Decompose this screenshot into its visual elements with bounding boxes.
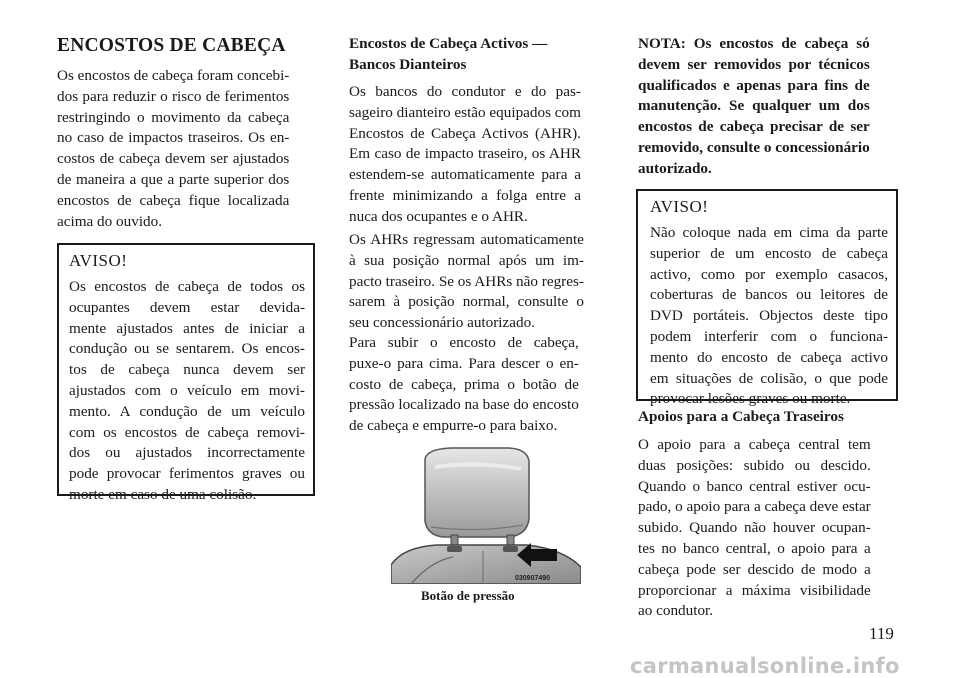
text-line: costos de cabeça devem ser ajustados <box>57 150 290 168</box>
paragraph <box>349 82 581 228</box>
text-line: costo de cabeça, prima o botão de <box>349 375 579 393</box>
section-title: ENCOSTOS DE CABEÇA <box>57 35 286 56</box>
text-line: podem interferir com o funciona- <box>650 327 888 345</box>
text-line: pressão localizado na base do encosto <box>349 396 579 414</box>
text-line: DVD portáteis. Objectos deste tipo <box>650 307 888 325</box>
warning-text <box>650 223 888 410</box>
paragraph <box>349 230 584 334</box>
text-line: acima do ouvido. <box>57 212 163 230</box>
text-line: seu concessionário autorizado. <box>349 314 535 332</box>
text-line: encostos de cabeça precisar de ser <box>638 118 870 136</box>
paragraph <box>638 435 871 622</box>
text-line: Para subir o encosto de cabeça, <box>349 334 579 351</box>
text-line: ajustados com o veículo em movi- <box>69 381 305 399</box>
text-line: com os encostos de cabeça removi- <box>69 423 305 441</box>
text-line: dos ou ajustados incorrectamente <box>69 444 305 462</box>
text-line: mento. A condução de um veículo <box>69 402 305 420</box>
note-paragraph <box>638 34 870 180</box>
text-line: no caso de impactos traseiros. Os en- <box>57 129 290 147</box>
text-line: Os AHRs regressam automaticamente <box>349 231 584 248</box>
text-line: morte em caso de uma colisão. <box>69 485 257 503</box>
text-line: dos para reduzir o risco de ferimentos <box>57 87 290 105</box>
text-line: activo, como por exemplo casacos, <box>650 265 888 283</box>
text-line: manutenção. Se qualquer um dos <box>638 97 870 115</box>
text-line: ocupantes devem estar devida- <box>69 298 305 316</box>
text-line: cabeça pode ser descido de modo a <box>638 560 871 578</box>
text-line: pado, o apoio para a cabeça deve estar <box>638 498 871 516</box>
text-line: qualificados e apenas para fins de <box>638 76 870 94</box>
text-line: autorizado. <box>638 159 712 177</box>
text-line: em situações de colisão, o que pode <box>650 369 888 387</box>
subsection-title <box>638 407 844 428</box>
text-line: coberturas de bancos ou leitores de <box>650 286 888 304</box>
text-line: mento do encosto de cabeça activo <box>650 348 888 366</box>
subsection-title <box>349 34 547 76</box>
text-line: NOTA: Os encostos de cabeça só <box>638 35 870 52</box>
warning-box <box>57 243 315 503</box>
text-line: sageiro dianteiro estão equipados com <box>349 103 581 121</box>
text-line: removido, consulte o concessionário <box>638 138 870 156</box>
paragraph <box>349 333 579 437</box>
text-line: devem ser removidos por técnicos <box>638 55 870 73</box>
text-line: Em caso de impacto traseiro, os AHR <box>349 145 581 163</box>
text-line: Os encostos de cabeça foram concebi- <box>57 67 290 84</box>
text-line: proporcionar a máxima visibilidade <box>638 581 871 599</box>
text-line: de maneira a que a parte superior dos <box>57 170 290 188</box>
text-line: puxe-o para cima. Para descer o en- <box>349 354 579 372</box>
text-line: Os bancos do condutor e do pas- <box>349 83 581 100</box>
text-line: superior de um encosto de cabeça <box>650 244 888 262</box>
page-number: 119 <box>869 624 894 643</box>
text-line: Bancos Dianteiros <box>349 55 467 73</box>
figure-code: 030907490 <box>515 575 551 582</box>
text-line: Apoios para a Cabeça Traseiros <box>638 408 844 425</box>
text-line: nuca dos ocupantes e o AHR. <box>349 207 528 225</box>
text-line: Encostos de Cabeça Activos — <box>349 35 548 52</box>
text-line: O apoio para a cabeça central tem <box>638 436 871 453</box>
text-line: estendem-se automaticamente para a <box>349 166 581 184</box>
warning-text <box>69 277 305 506</box>
text-line: duas posições: subido ou descido. <box>638 456 871 474</box>
intro-paragraph <box>57 66 289 232</box>
text-line: provocar lesões graves ou morte. <box>650 390 851 408</box>
watermark: carmanualsonline.info <box>630 654 900 678</box>
text-line: frente minimizando a folga entre a <box>349 186 581 204</box>
text-line: pode provocar ferimentos graves ou <box>69 465 305 483</box>
text-line: pacto traseiro. Se os AHRs não regres- <box>349 272 584 290</box>
text-line: mente ajustados antes de iniciar a <box>69 319 305 337</box>
text-line: restringindo o movimento da cabeça <box>57 108 290 126</box>
headrest-illustration <box>391 447 581 584</box>
text-line: Quando o banco central estiver ocu- <box>638 477 871 495</box>
warning-box <box>636 189 898 408</box>
text-line: à sua posição normal após um im- <box>349 251 584 269</box>
text-line: tos de cabeça nunca devem ser <box>69 361 305 379</box>
text-line: tes no banco central, o apoio para a <box>638 539 871 557</box>
text-line: Os encostos de cabeça de todos os <box>69 278 305 295</box>
text-line: condução ou se sentarem. Os encos- <box>69 340 305 358</box>
warning-heading: AVISO! <box>69 251 128 270</box>
figure-caption: Botão de pressão <box>421 588 515 603</box>
text-line: encostos de cabeça fique localizada <box>57 191 290 209</box>
text-line: Não coloque nada em cima da parte <box>650 224 888 241</box>
headrest-drawing <box>391 447 581 584</box>
text-line: de cabeça e empurre-o para baixo. <box>349 417 558 435</box>
warning-heading: AVISO! <box>650 197 709 216</box>
text-line: ao condutor. <box>638 602 714 620</box>
text-line: sarem à posição normal, consulte o <box>349 293 584 311</box>
text-line: subido. Quando não houver ocupan- <box>638 519 871 537</box>
text-line: Encostos de Cabeça Activos (AHR). <box>349 124 581 142</box>
